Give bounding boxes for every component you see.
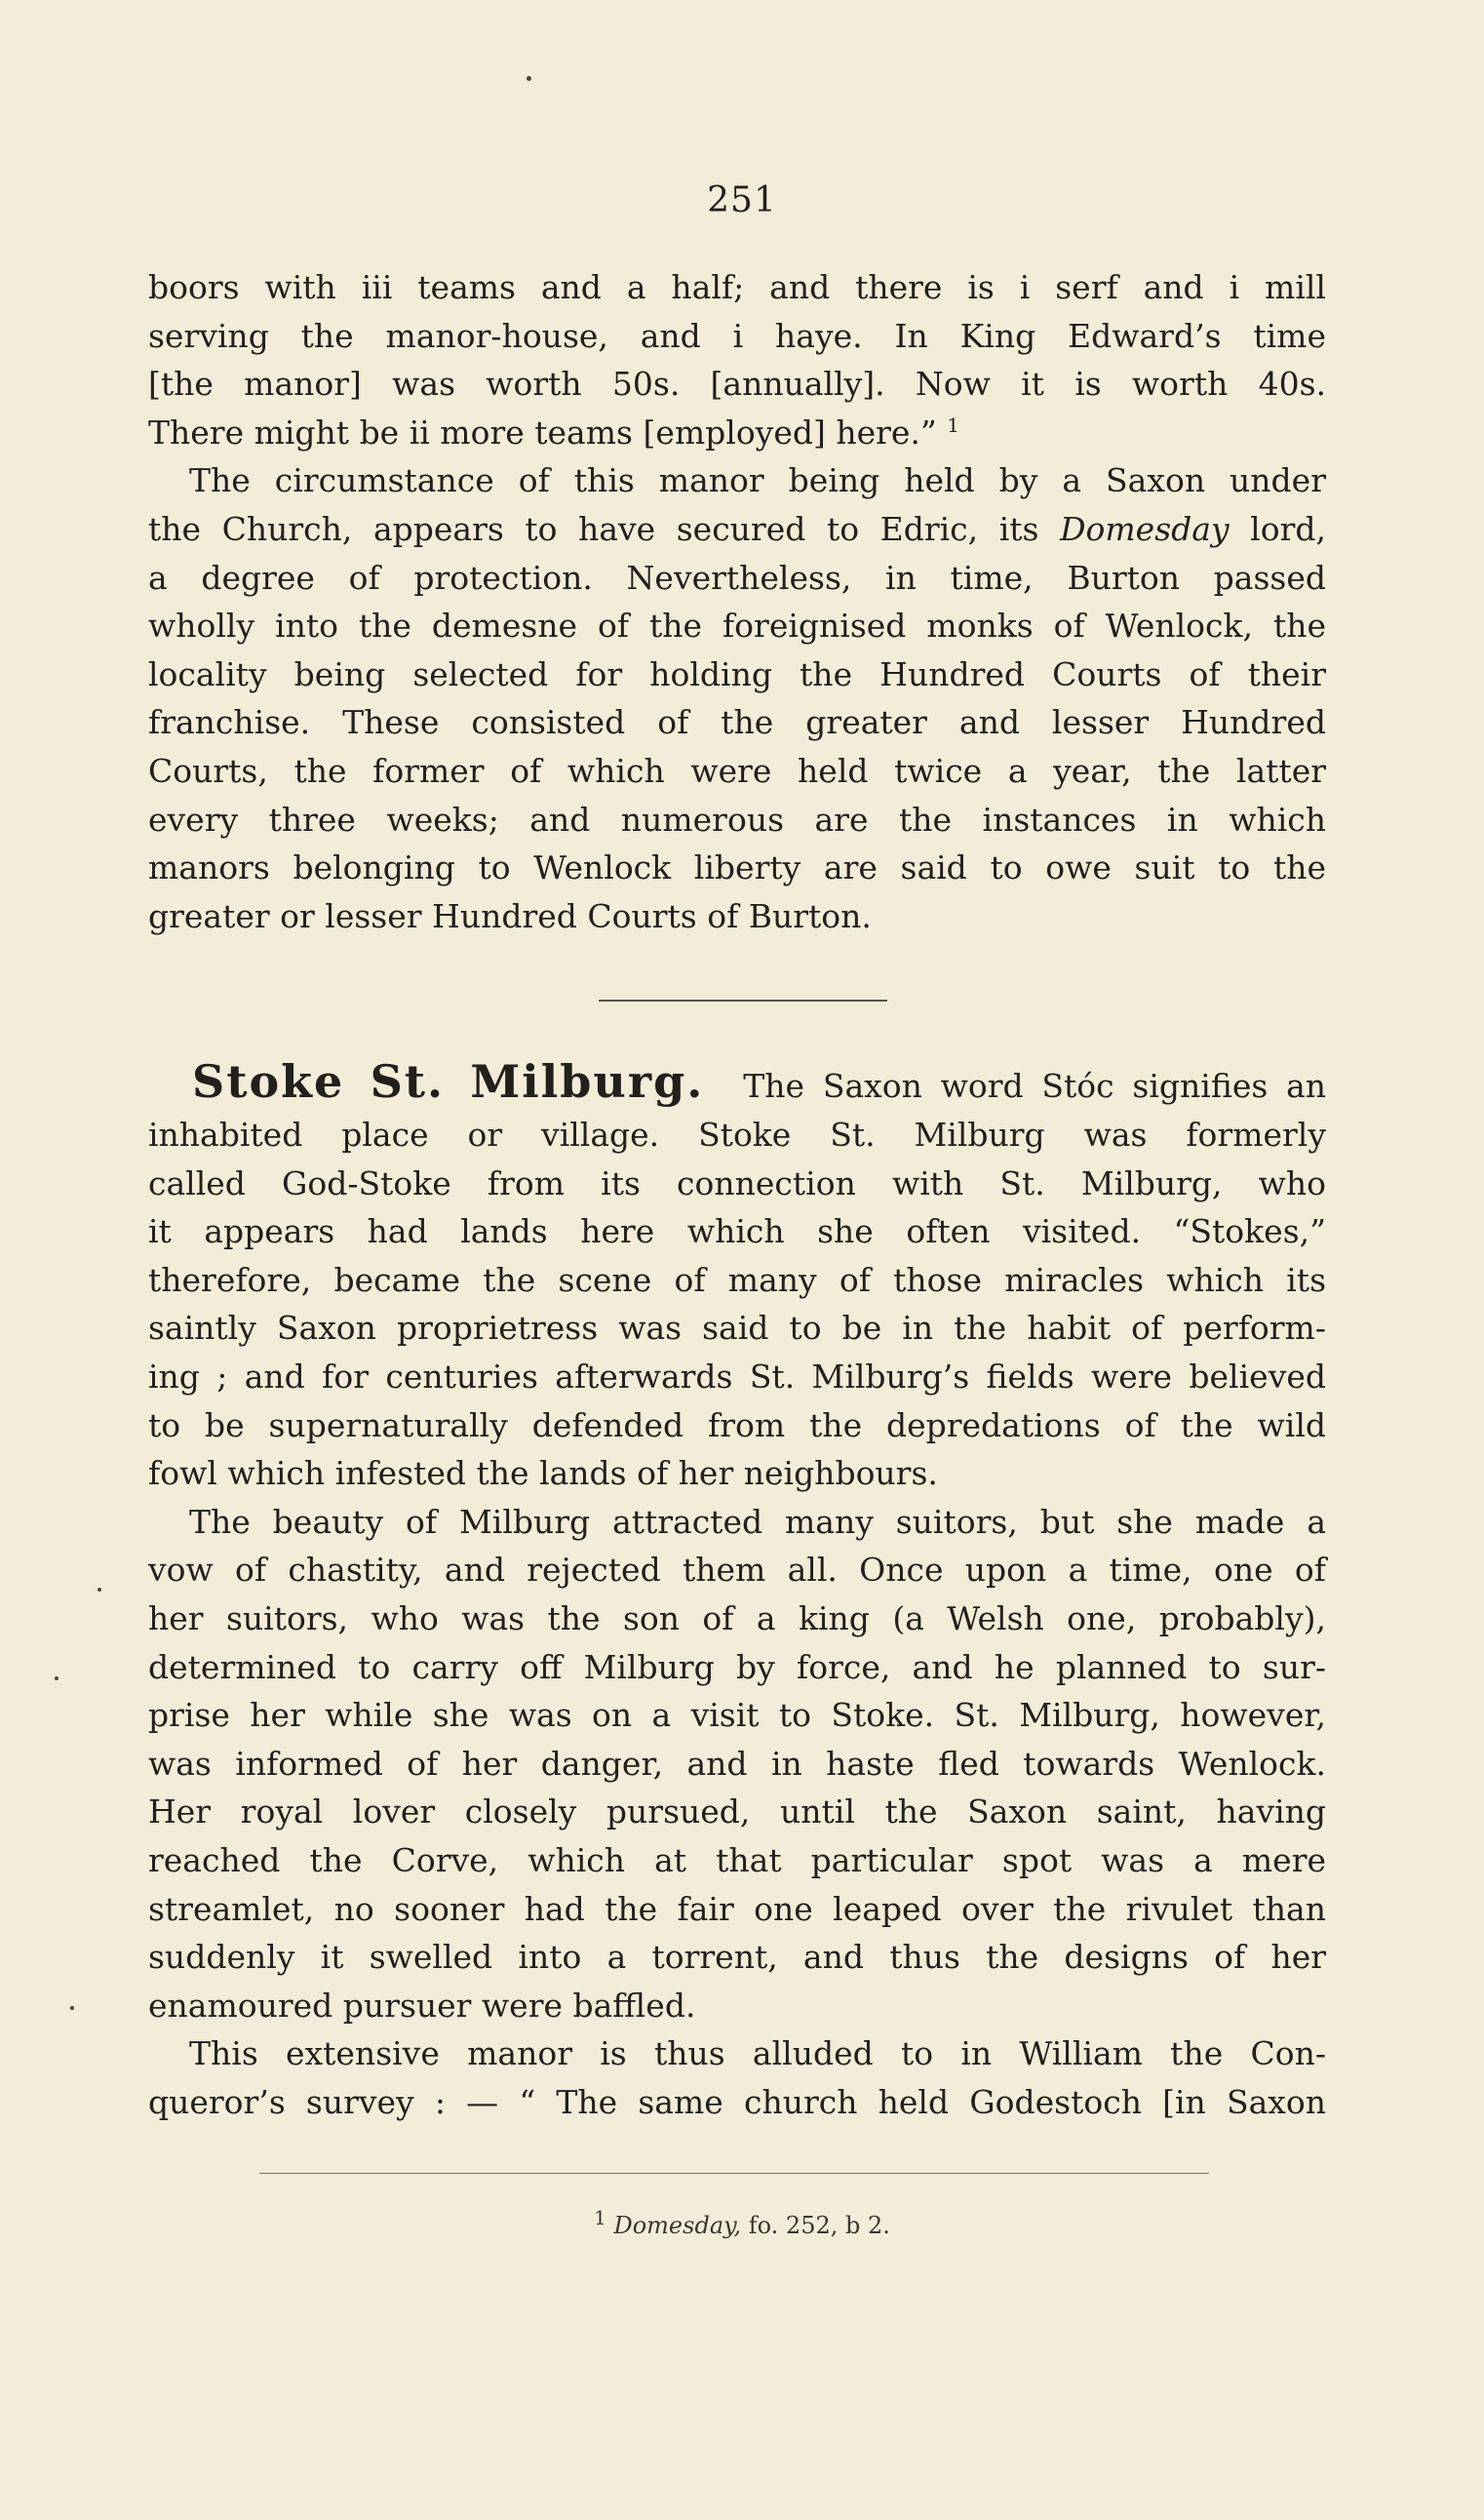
text-line: wholly into the demesne of the foreignised monks of Wenlock, the <box>148 607 1326 646</box>
domesday-italic: Domesday <box>1060 509 1230 548</box>
footnote <box>0 2206 1484 2239</box>
text-line: her suitors, who was the son of a king (a Welsh one, probably), <box>148 1598 1326 1637</box>
text-line: franchise. These consisted of the greater and lesser Hundred <box>148 703 1326 742</box>
text-line: a degree of protection. Nevertheless, in time, Burton passed <box>148 558 1326 597</box>
text-line: it appears had lands here which she often visited. “Stokes,” <box>148 1212 1326 1251</box>
text-line: therefore, became the scene of many of those miracles which its <box>148 1260 1326 1299</box>
text-line: The circumstance of this manor being held by a Saxon under <box>189 461 1326 500</box>
print-speck <box>98 1588 101 1592</box>
text-line: to be supernaturally defended from the depredations of the wild <box>148 1405 1326 1444</box>
text-line: boors with iii teams and a half; and there is i serf and i mill <box>148 268 1326 306</box>
text-line-content: There might be ii more teams [employed] here.” <box>148 413 937 452</box>
section-divider <box>599 1000 887 1002</box>
text-line: called God-Stoke from its connection with St. Milburg, who <box>148 1163 1326 1202</box>
text-line: fowl which infested the lands of her neighbours. <box>148 1454 938 1493</box>
text-line: inhabited place or village. Stoke St. Milburg was formerly <box>148 1116 1326 1154</box>
text-line: reached the Corve, which at that particular spot was a mere <box>148 1840 1326 1879</box>
footnote-divider <box>259 2173 1209 2174</box>
text-line: suddenly it swelled into a torrent, and thus the designs of her <box>148 1938 1326 1977</box>
text-line: Courts, the former of which were held twice a year, the latter <box>148 751 1326 790</box>
text-line: [the manor] was worth 50s. [annually]. Now it is worth 40s. <box>148 365 1326 404</box>
text-line: Her royal lover closely pursued, until the Saxon saint, having <box>148 1792 1326 1831</box>
paragraph-block-top <box>148 263 1326 940</box>
text-line: ing ; and for centuries afterwards St. Milburg’s fields were believed <box>148 1357 1326 1396</box>
print-speck <box>55 1676 59 1680</box>
text-line-with-footnote <box>148 409 1326 457</box>
section-heading: Stoke St. Milburg. <box>192 1055 705 1108</box>
footnote-number: 1 <box>594 2206 606 2229</box>
print-speck <box>527 76 531 81</box>
text-line: saintly Saxon proprietress was said to be in the habit of perform- <box>148 1309 1326 1348</box>
footnote-marker: 1 <box>947 413 960 437</box>
text-line-content: the Church, appears to have secured to Edric, its <box>148 509 1039 548</box>
text-line: locality being selected for holding the Hundred Courts of their <box>148 654 1326 693</box>
text-line: This extensive manor is thus alluded to in William the Con- <box>189 2034 1326 2073</box>
text-line: every three weeks; and numerous are the instances in which <box>148 800 1326 839</box>
text-line: prise her while she was on a visit to Stoke. St. Milburg, however, <box>148 1696 1326 1735</box>
text-line: determined to carry off Milburg by force, and he planned to sur- <box>148 1647 1326 1686</box>
footnote-source: Domesday, <box>613 2212 742 2239</box>
text-line: serving the manor-house, and i haye. In King Edward’s time <box>148 316 1326 355</box>
paragraph-block-stoke <box>148 1053 1326 2126</box>
footnote-reference: fo. 252, b 2. <box>748 2212 890 2239</box>
text-line: manors belonging to Wenlock liberty are said to owe suit to the <box>148 848 1326 887</box>
text-line-end: lord, <box>1250 509 1326 548</box>
heading-tail-text: The Saxon word Stóc signifies an <box>743 1067 1326 1105</box>
heading-line <box>148 1053 1326 1111</box>
print-speck <box>70 2006 74 2010</box>
text-line: enamoured pursuer were baffled. <box>148 1986 696 2025</box>
text-line: was informed of her danger, and in haste fled towards Wenlock. <box>148 1744 1326 1783</box>
text-line-with-italic <box>148 505 1326 554</box>
text-line: streamlet, no sooner had the fair one leaped over the rivulet than <box>148 1889 1326 1928</box>
text-line: queror’s survey : — “ The same church held Godestoch [in Saxon <box>148 2082 1326 2121</box>
page-number: 251 <box>707 180 777 220</box>
text-line: vow of chastity, and rejected them all. Once upon a time, one of <box>148 1551 1326 1590</box>
text-line: greater or lesser Hundred Courts of Burton. <box>148 896 872 935</box>
text-line: The beauty of Milburg attracted many suitors, but she made a <box>189 1502 1326 1541</box>
